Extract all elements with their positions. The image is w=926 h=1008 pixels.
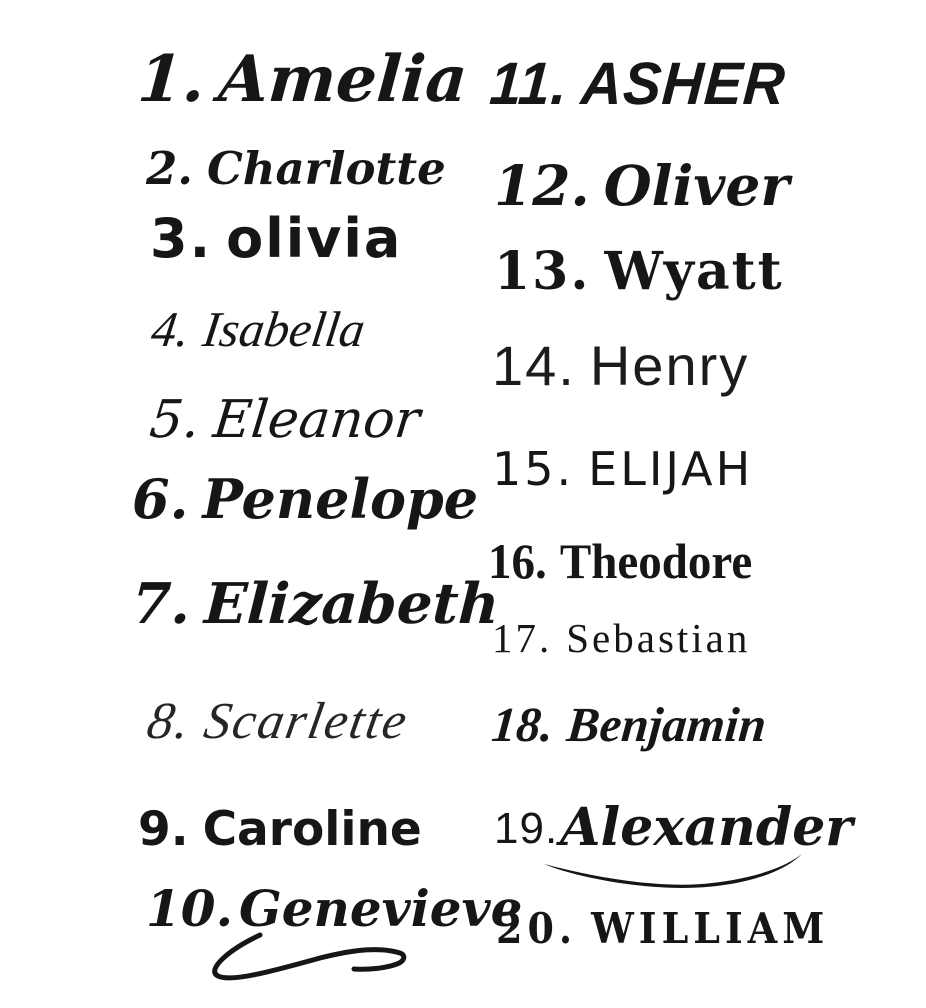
font-sample-14 — [492, 334, 750, 397]
sample-number: 19. — [494, 804, 559, 853]
font-sample-16 — [488, 533, 753, 589]
sample-name: ELIJAH — [588, 442, 754, 496]
sample-number: 8. — [143, 693, 197, 750]
font-sample-9 — [138, 802, 422, 857]
font-sample-1 — [135, 42, 470, 117]
font-sample-8 — [143, 693, 413, 750]
font-sample-11 — [487, 50, 788, 117]
sample-number: 18. — [489, 697, 556, 752]
sample-number: 15. — [492, 442, 575, 496]
sample-number: 20. — [496, 903, 578, 954]
sample-number: 7. — [130, 571, 193, 637]
sample-name: Genevieve — [239, 879, 523, 938]
font-sample-7 — [130, 571, 501, 637]
sample-number: 16. — [488, 533, 547, 589]
sample-number: 17. — [492, 615, 553, 661]
font-sample-18 — [489, 697, 769, 752]
font-sample-3 — [150, 207, 403, 270]
sample-name: Amelia — [216, 42, 470, 117]
sample-name: Caroline — [202, 802, 422, 857]
sample-number: 13. — [494, 241, 591, 302]
sample-name: WILLIAM — [591, 903, 830, 954]
font-sample-6 — [132, 467, 479, 531]
sample-number: 1. — [135, 42, 208, 117]
sample-name: ASHER — [578, 50, 788, 117]
sample-number: 12. — [494, 153, 590, 218]
sample-number: 5. — [146, 390, 203, 450]
sample-name: Henry — [589, 334, 750, 397]
font-sample-19 — [494, 797, 853, 858]
sample-name: Charlotte — [206, 142, 446, 195]
sample-number: 4. — [148, 301, 194, 357]
sample-name: Benjamin — [564, 697, 769, 752]
sample-name: Eleanor — [210, 390, 423, 450]
genevieve-underline-swash-icon — [198, 932, 416, 982]
sample-name: Theodore — [559, 533, 753, 589]
font-sample-10 — [146, 879, 523, 938]
sample-number: 6. — [132, 467, 189, 531]
sample-name: Sebastian — [566, 615, 751, 661]
sample-number: 14. — [492, 334, 576, 397]
sample-number: 2. — [146, 142, 193, 195]
font-sample-15 — [492, 442, 754, 496]
sample-name: Scarlette — [200, 693, 413, 750]
font-sample-13 — [494, 241, 784, 302]
sample-name: Wyatt — [604, 241, 784, 302]
font-sample-20 — [496, 903, 830, 954]
sample-number: 11. — [487, 50, 571, 117]
sample-name: Oliver — [603, 153, 790, 218]
sample-number: 10. — [146, 879, 233, 938]
sample-name: olivia — [226, 207, 403, 270]
sample-number: 3. — [150, 207, 213, 270]
sample-name: Penelope — [202, 467, 479, 531]
sample-number: 9. — [138, 802, 189, 857]
font-sample-12 — [494, 153, 790, 218]
font-sample-17 — [492, 615, 751, 661]
font-sample-5 — [146, 390, 423, 450]
font-sample-2 — [146, 142, 446, 195]
sample-name: Isabella — [199, 301, 369, 357]
sample-name: Elizabeth — [202, 571, 501, 637]
alexander-tail-swash-icon — [542, 852, 804, 888]
sample-name: Alexander — [560, 797, 853, 858]
font-sample-4 — [148, 301, 369, 357]
